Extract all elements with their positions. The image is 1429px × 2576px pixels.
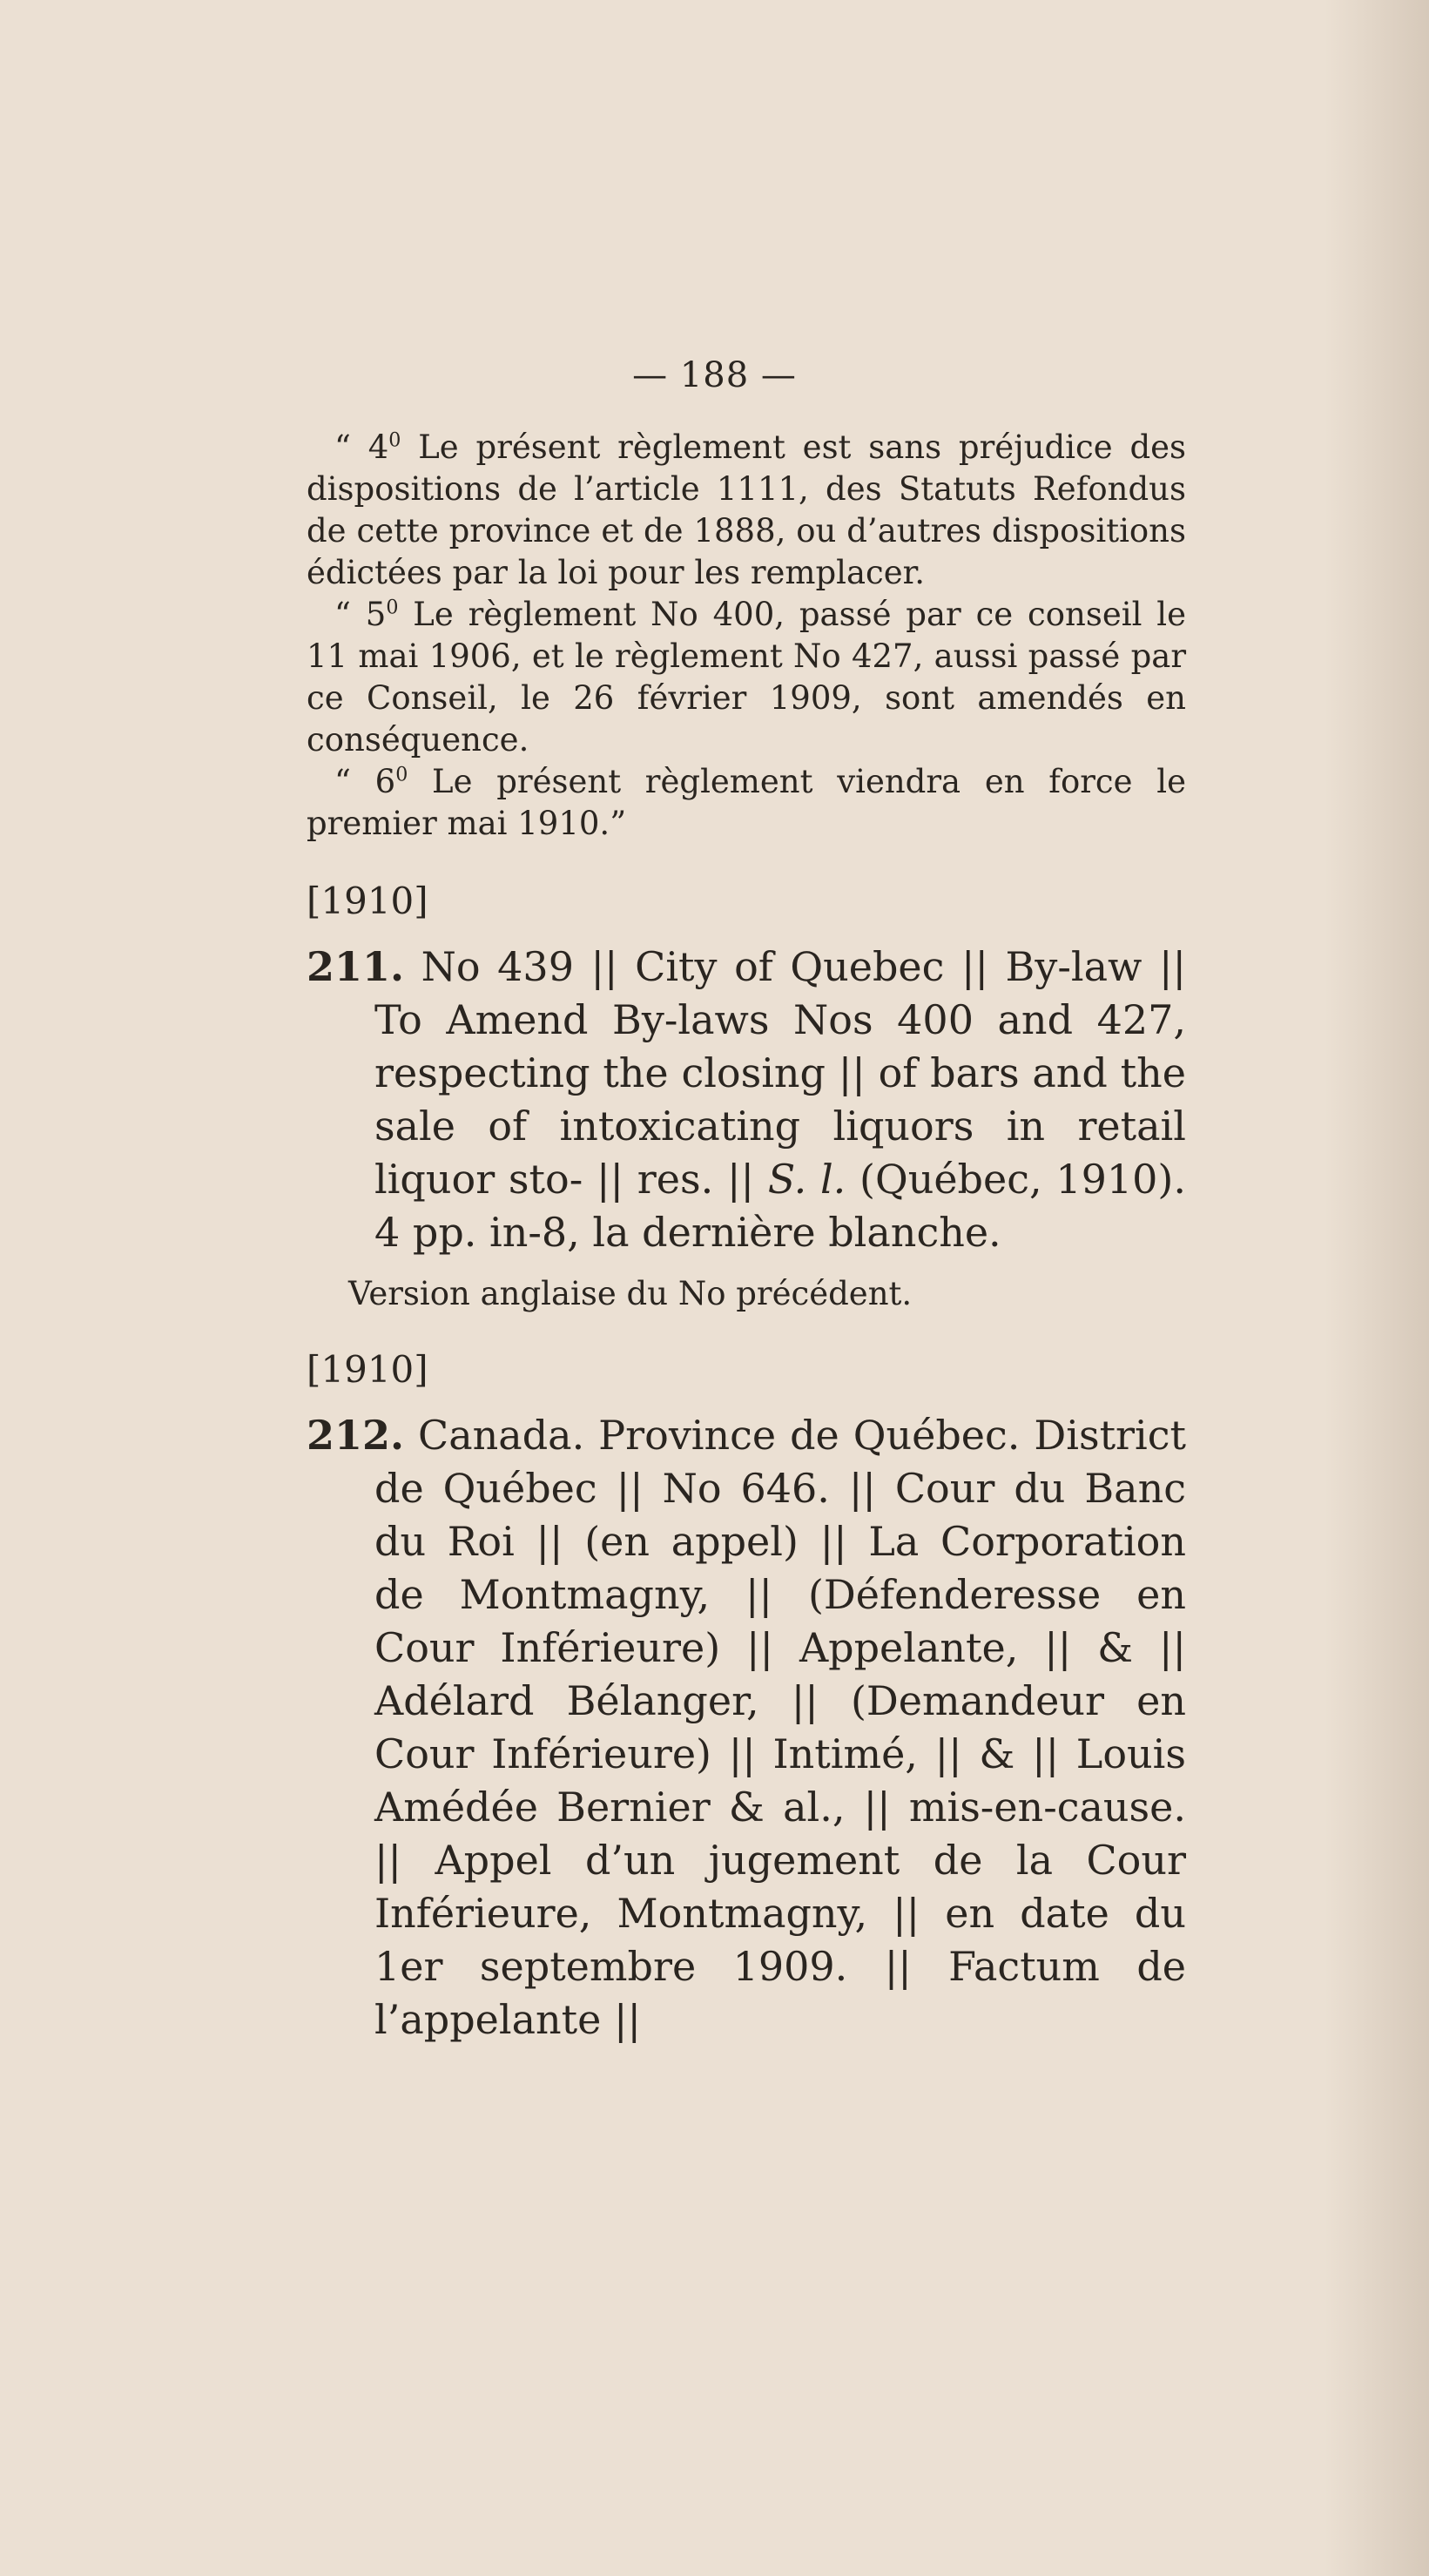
entry-year-212: [1910] xyxy=(307,1348,428,1391)
entry-year-211: [1910] xyxy=(307,880,428,922)
quoted-bylaw-text xyxy=(307,427,1186,845)
entry-number: 211. xyxy=(307,943,405,990)
quote-paragraph-6: “ $6^0$ Le présent règlement viendra en force le premier mai 1910.” xyxy=(307,763,1187,842)
entry-211: 211. No 439 || City of Quebec || By-law || To Amend By-laws Nos 400 and 427, respecting the closing || of bars and the sale of intoxicating liquors in retail liquor sto- || res. || S. l. (Québec, 1910). 4 pp. in-8, la dernière blanche. xyxy=(307,943,1186,1256)
entry-212: 212. Canada. Province de Québec. District de Québec || No 646. || Cour du Banc du Roi || (en appel) || La Corporation de Montmagny, || (Défenderesse en Cour Inférieure) || Appelante, || & || Adélard Bélanger, || (Demandeur en Cour Inférieure) || Intimé, || & || Louis Amédée Bernier & al., || mis-en-cause. || Appel d’un jugement de la Cour Inférieure, Montmagny, || en date du 1er septembre 1909. || Factum de l’appelante || xyxy=(307,1412,1186,2043)
entry-number: 212. xyxy=(307,1412,405,1459)
quote-paragraph-4: “ $4^0$ Le présent règlement est sans préjudice des dispositions de l’article 1111, des Statuts Refondus de cette province et de 1888, ou d’autres dispositions édictées par la loi pour les remplacer. xyxy=(307,428,1187,591)
entry-211-note: Version anglaise du No précédent. xyxy=(348,1275,913,1312)
page-number: — 188 — xyxy=(632,355,797,395)
quote-paragraph-5: “ $5^0$ Le règlement No 400, passé par ce conseil le 11 mai 1906, et le règlement No 427, aussi passé par ce Conseil, le 26 février 1909, sont amendés en conséquence. xyxy=(307,596,1187,759)
